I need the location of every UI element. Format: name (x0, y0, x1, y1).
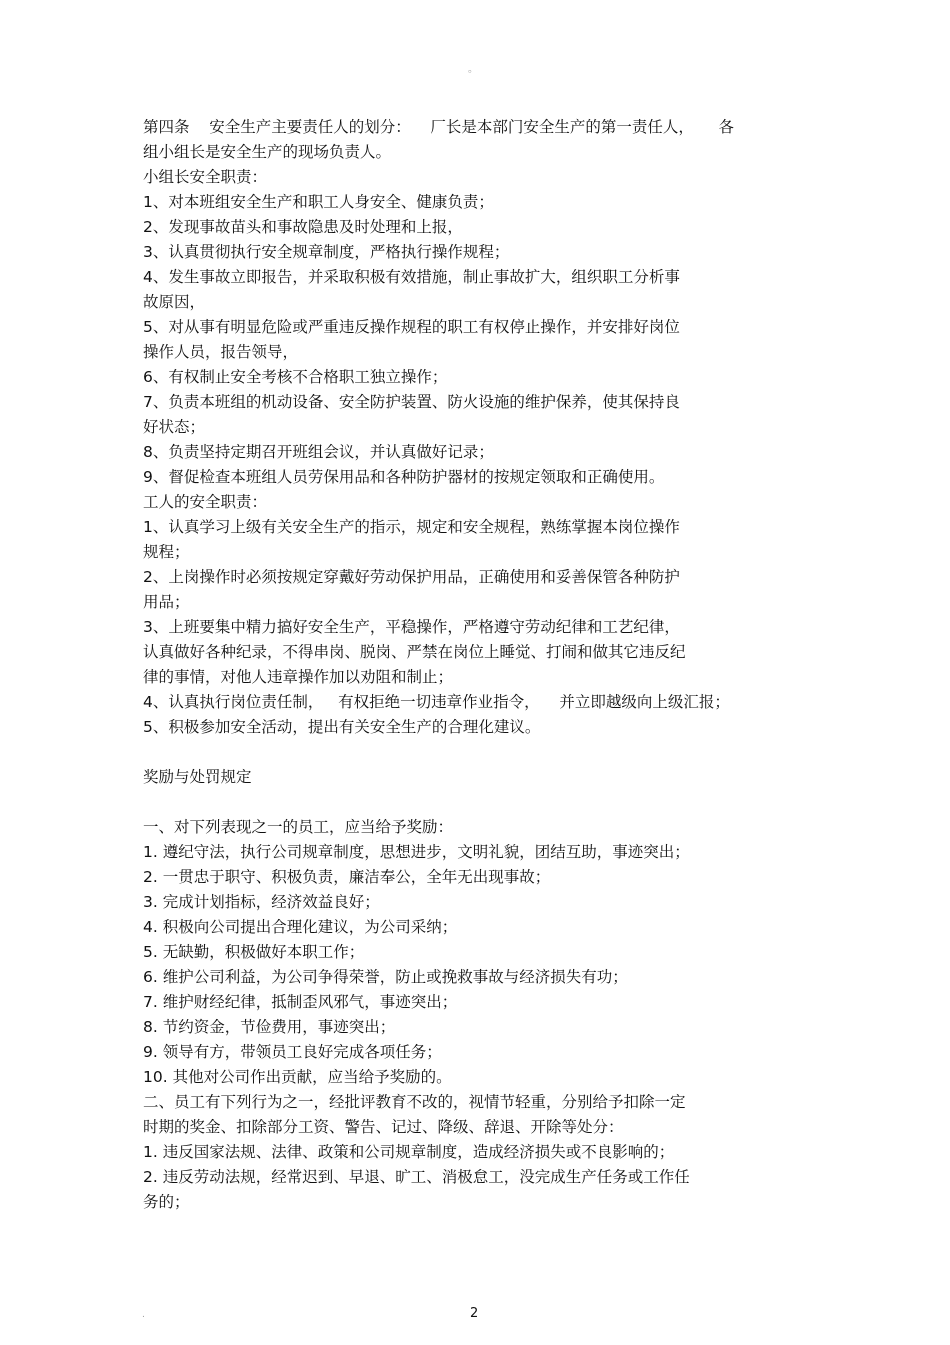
text-line: 组小组长是安全生产的现场负责人。 (143, 143, 392, 161)
text-line: 规程； (143, 543, 190, 561)
text-line: 9、督促检查本班组人员劳保用品和各种防护器材的按规定领取和正确使用。 (143, 468, 665, 486)
text-line: 10. 其他对公司作出贡献，应当给予奖励的。 (143, 1068, 452, 1086)
text-line: 操作人员，报告领导， (143, 343, 299, 361)
text-line: 1、对本班组安全生产和职工人身安全、健康负责； (143, 193, 494, 211)
page-number: 2 (470, 1306, 479, 1321)
text-line: 好状态； (143, 418, 206, 436)
text-line: 3、认真贯彻执行安全规章制度，严格执行操作规程； (143, 243, 510, 261)
document-body (143, 115, 823, 1215)
text-line: 3、上班要集中精力搞好安全生产，平稳操作，严格遵守劳动纪律和工艺纪律， (143, 618, 680, 636)
text-line: 6. 维护公司利益，为公司争得荣誉，防止或挽救事故与经济损失有功； (143, 968, 628, 986)
text-line: 4. 积极向公司提出合理化建议，为公司采纳； (143, 918, 458, 936)
text-line: 8. 节约资金，节俭费用，事迹突出； (143, 1018, 396, 1036)
text-line: 一、对下列表现之一的员工，应当给予奖励： (143, 818, 454, 836)
text-line: 律的事情，对他人违章操作加以劝阻和制止； (143, 668, 454, 686)
footer-mark: . (142, 1310, 145, 1320)
text-line: 时期的奖金、扣除部分工资、警告、记过、降级、辞退、开除等处分： (143, 1118, 624, 1136)
text-line: 故原因， (143, 293, 206, 311)
text-line: 5、对从事有明显危险或严重违反操作规程的职工有权停止操作，并安排好岗位 (143, 318, 680, 336)
text-line: 1. 违反国家法规、法律、政策和公司规章制度，造成经济损失或不良影响的； (143, 1143, 675, 1161)
text-line: 4、认真执行岗位责任制， 有权拒绝一切违章作业指令， 并立即越级向上级汇报； (143, 693, 730, 711)
text-line: 1、认真学习上级有关安全生产的指示，规定和安全规程，熟练掌握本岗位操作 (143, 518, 680, 536)
text-line: 5. 无缺勤，积极做好本职工作； (143, 943, 365, 961)
text-line: 8、负责坚持定期召开班组会议，并认真做好记录； (143, 443, 494, 461)
header-mark: 。 (468, 64, 478, 75)
text-line: 3. 完成计划指标，经济效益良好； (143, 893, 380, 911)
text-line: 4、发生事故立即报告，并采取积极有效措施，制止事故扩大，组织职工分析事 (143, 268, 680, 286)
text-line (143, 740, 823, 765)
text-line: 认真做好各种纪录，不得串岗、脱岗、严禁在岗位上睡觉、打闹和做其它违反纪 (143, 643, 686, 661)
text-line (143, 790, 823, 815)
text-line: 第四条 安全生产主要责任人的划分： 厂长是本部门安全生产的第一责任人， 各 (143, 118, 735, 136)
text-line: 2. 一贯忠于职守、积极负责，廉洁奉公，全年无出现事故； (143, 868, 551, 886)
text-line: 2. 违反劳动法规，经常迟到、早退、旷工、消极怠工，没完成生产任务或工作任 (143, 1168, 690, 1186)
text-line: 工人的安全职责： (143, 493, 268, 511)
text-line: 5、积极参加安全活动，提出有关安全生产的合理化建议。 (143, 718, 541, 736)
text-line: 二、员工有下列行为之一，经批评教育不改的，视情节轻重，分别给予扣除一定 (143, 1093, 686, 1111)
text-line: 2、发现事故苗头和事故隐患及时处理和上报， (143, 218, 463, 236)
text-line: 6、有权制止安全考核不合格职工独立操作； (143, 368, 448, 386)
text-line: 7、负责本班组的机动设备、安全防护装置、防火设施的维护保养，使其保持良 (143, 393, 680, 411)
text-line: 1. 遵纪守法，执行公司规章制度，思想进步，文明礼貌，团结互助，事迹突出； (143, 843, 690, 861)
text-line: 2、上岗操作时必须按规定穿戴好劳动保护用品，正确使用和妥善保管各种防护 (143, 568, 680, 586)
text-line: 9. 领导有方，带领员工良好完成各项任务； (143, 1043, 442, 1061)
text-line: 7. 维护财经纪律，抵制歪风邪气，事迹突出； (143, 993, 458, 1011)
text-line: 用品； (143, 593, 190, 611)
text-line: 奖励与处罚规定 (143, 768, 252, 786)
text-line: 务的； (143, 1193, 190, 1211)
text-line: 小组长安全职责： (143, 168, 268, 186)
